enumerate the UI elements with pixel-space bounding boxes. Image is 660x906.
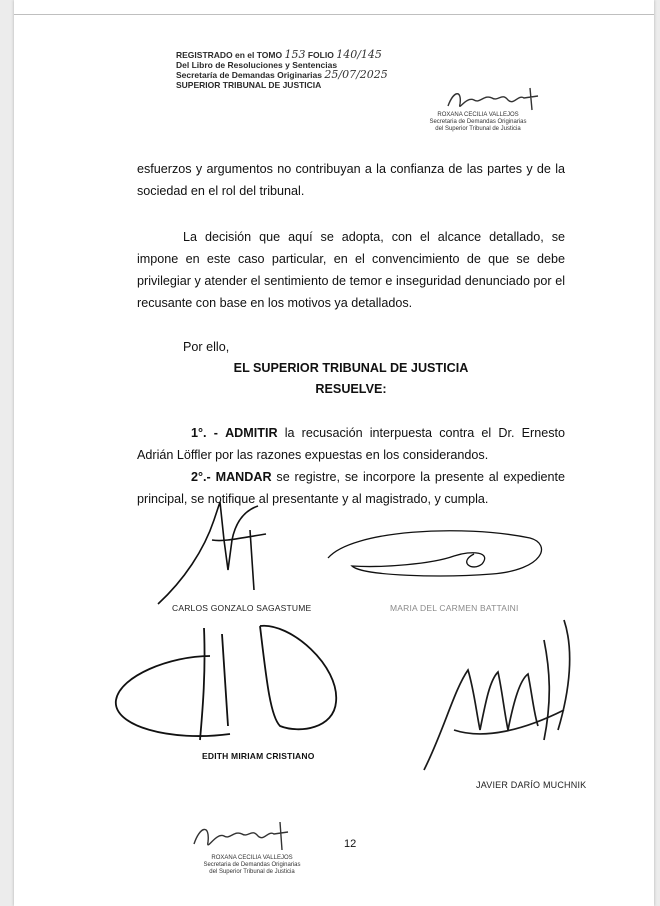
paragraph-decision: La decisión que aquí se adopta, con el alcance detallado, se impone en este caso particular, en el convencimiento de que se debe privilegiar y atender el sentimiento de temor e inseguridad denunciado por el recusante con base en los motivos ya detallados.	[137, 230, 565, 310]
resolution-item-2: 2°.- MANDAR se registre, se incorpore la presente al expediente principal, se notifique al presentante y al magistrado, y cumpla.	[137, 470, 566, 506]
court-name-heading: EL SUPERIOR TRIBUNAL DE JUSTICIA	[233, 361, 469, 375]
registry-stamp	[176, 50, 456, 90]
secretary-top-block: ROXANA CECILIA VALLEJOS Secretaria de Demandas Originarias del Superior Tribunal de Justicia	[429, 112, 527, 132]
signatory-muchnik: JAVIER DARÍO MUCHNIK	[476, 780, 587, 790]
secretary-bottom-block: ROXANA CECILIA VALLEJOS Secretaria de Demandas Originarias del Superior Tribunal de Justicia	[203, 855, 301, 875]
signatory-cristiano: EDITH MIRIAM CRISTIANO	[202, 751, 315, 761]
signatory-sagastume: CARLOS GONZALO SAGASTUME	[172, 603, 312, 613]
resuelve-heading: RESUELVE:	[315, 382, 387, 396]
stamp-tomo: 153	[284, 48, 306, 61]
signature-battaini	[322, 524, 552, 584]
signature-cristiano	[110, 616, 350, 746]
stamp-line-1: REGISTRADO en el TOMO 153 FOLIO 140/145	[176, 48, 382, 61]
resolution-item-1: 1°. - ADMITIR la recusación interpuesta contra el Dr. Ernesto Adrián Löffler por las razones expuestas en los considerandos.	[137, 426, 566, 462]
stamp-date: 25/07/2025	[324, 68, 388, 81]
por-ello: Por ello,	[183, 340, 230, 354]
stamp-line-4: SUPERIOR TRIBUNAL DE JUSTICIA	[176, 80, 322, 90]
secretary-bottom-signature	[190, 820, 300, 856]
paragraph-continuation: esfuerzos y argumentos no contribuyan a la confianza de las partes y de la sociedad en el rol del tribunal.	[137, 162, 565, 198]
stamp-line-3: Secretaría de Demandas Originarias 25/07/2025	[176, 68, 388, 81]
stamp-line-2: Del Libro de Resoluciones y Sentencias	[176, 60, 338, 70]
signature-sagastume	[154, 500, 294, 610]
page-top-border	[14, 14, 654, 15]
signatory-battaini: MARIA DEL CARMEN BATTAINI	[390, 603, 519, 613]
signature-muchnik	[394, 610, 594, 780]
document-page	[14, 0, 654, 906]
page-number: 12	[344, 838, 357, 850]
stamp-folio: 140/145	[336, 48, 382, 61]
